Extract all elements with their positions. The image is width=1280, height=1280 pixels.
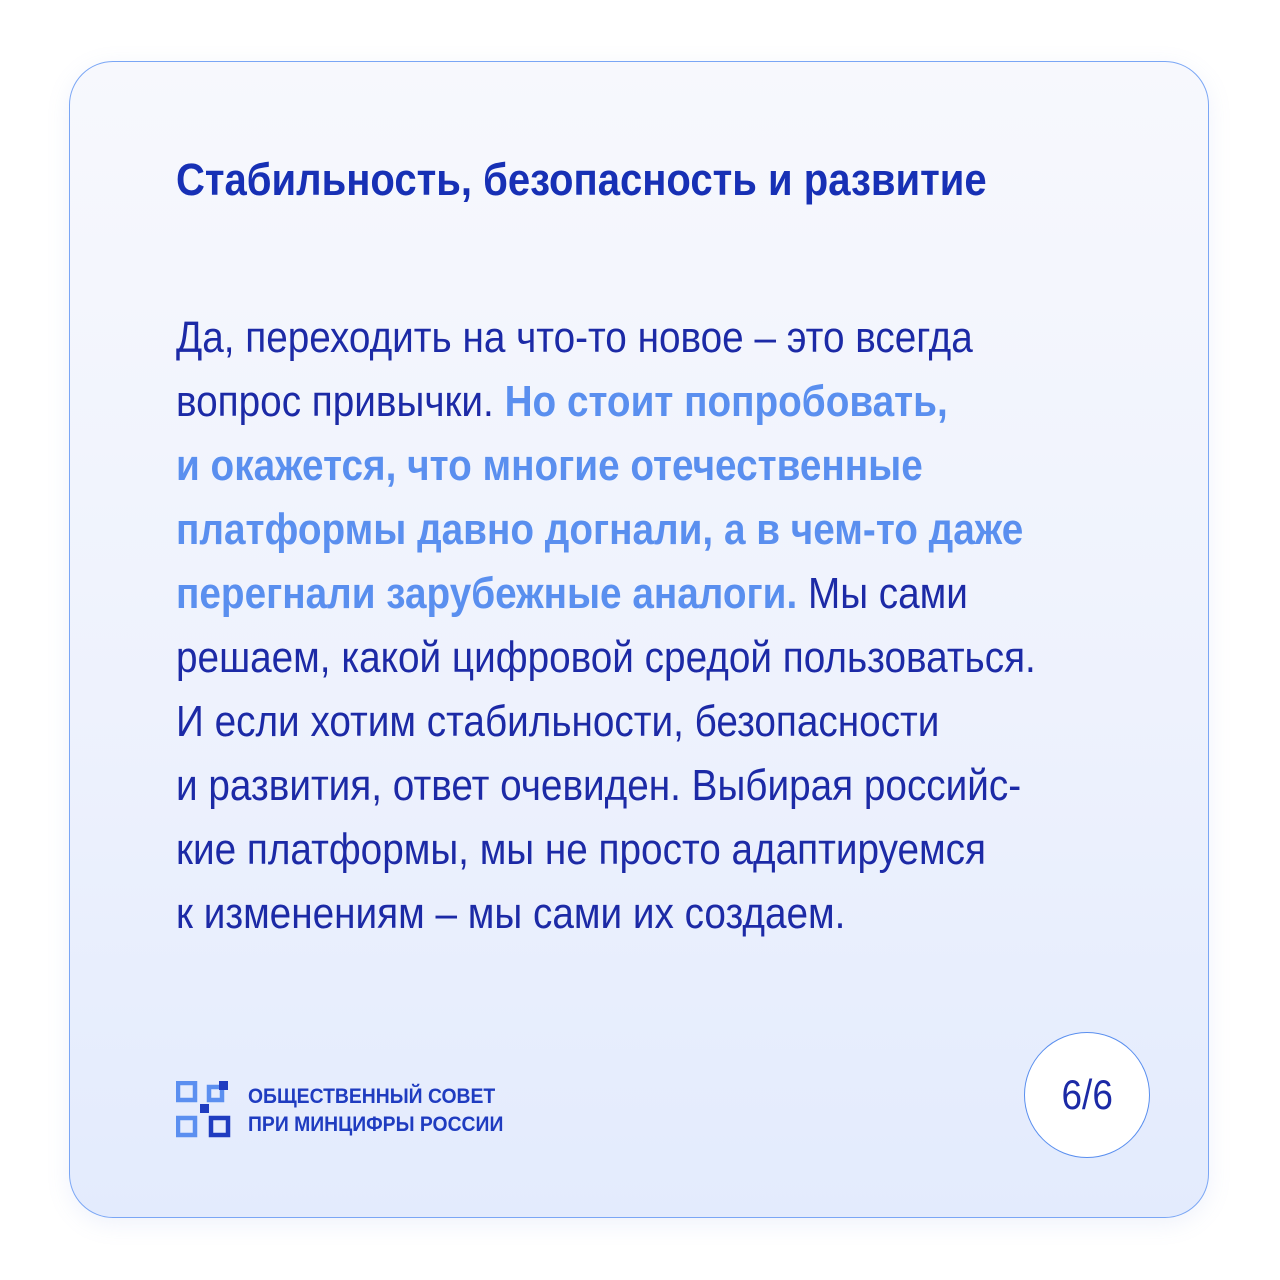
squares-logo-icon bbox=[176, 1081, 234, 1139]
body-line-10: к изменениям – мы сами их создаем. bbox=[176, 890, 846, 938]
body-line-7: И если хотим стабильности, безопасности bbox=[176, 698, 940, 746]
page-indicator-text: 6/6 bbox=[1061, 1071, 1113, 1118]
council-name bbox=[248, 1082, 503, 1138]
body-line-2 bbox=[176, 370, 1111, 434]
body-line-6: решаем, какой цифровой средой пользоваться. bbox=[176, 634, 1036, 682]
body-line-5-text: Мы сами bbox=[797, 570, 968, 618]
council-logo bbox=[176, 1081, 532, 1139]
council-name-line-2: ПРИ МИНЦИФРЫ РОССИИ bbox=[248, 1112, 504, 1136]
slide-body bbox=[176, 306, 1111, 946]
slide-card bbox=[69, 61, 1209, 1218]
body-line-5 bbox=[176, 562, 1111, 626]
body-highlight-2: и окажется, что многие отечественные bbox=[176, 442, 923, 490]
body-line-9: кие платформы, мы не просто адаптируемся bbox=[176, 826, 986, 874]
body-highlight-1: Но стоит попробовать, bbox=[504, 378, 948, 426]
body-line-2-text: вопрос привычки. bbox=[176, 378, 505, 426]
body-line-1: Да, переходить на что-то новое – это всегда bbox=[176, 314, 973, 362]
page-indicator bbox=[1024, 1032, 1150, 1158]
body-highlight-3: платформы давно догнали, а в чем-то даже bbox=[176, 506, 1024, 554]
council-name-line-1: ОБЩЕСТВЕННЫЙ СОВЕТ bbox=[248, 1084, 496, 1108]
body-line-8: и развития, ответ очевиден. Выбирая российс- bbox=[176, 762, 1022, 810]
slide-title: Стабильность, безопасность и развитие bbox=[176, 154, 987, 205]
body-highlight-4: перегнали зарубежные аналоги. bbox=[176, 570, 798, 618]
